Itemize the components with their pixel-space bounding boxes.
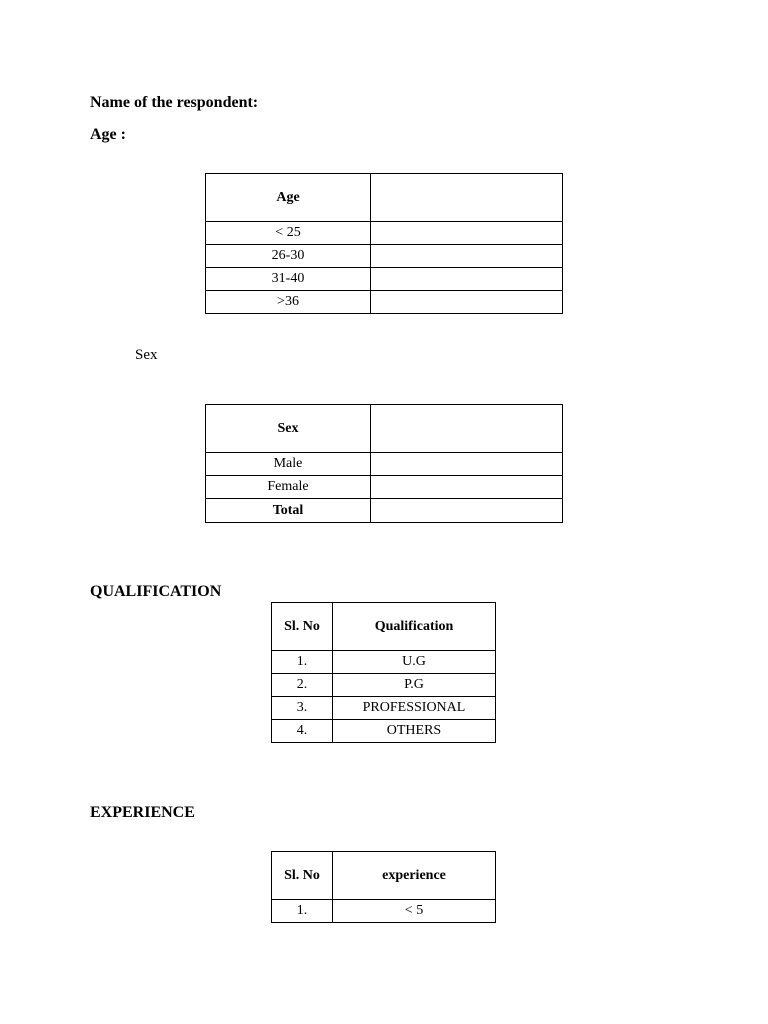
sex-label: Sex xyxy=(135,347,158,363)
qualification-header-cell: Qualification xyxy=(333,603,496,651)
qualification-cell: OTHERS xyxy=(333,720,496,743)
age-header-blank-cell xyxy=(371,174,563,222)
table-row xyxy=(272,651,496,674)
age-label: Age : xyxy=(90,126,126,143)
table-row xyxy=(272,720,496,743)
table-header-row xyxy=(206,174,563,222)
table-header-row xyxy=(272,603,496,651)
experience-cell: < 5 xyxy=(333,900,496,923)
age-value-cell xyxy=(371,222,563,245)
respondent-name-label: Name of the respondent: xyxy=(90,94,259,111)
age-value-cell xyxy=(371,245,563,268)
sex-category-cell: Female xyxy=(206,476,371,499)
sl-no-header-cell: Sl. No xyxy=(272,603,333,651)
experience-table xyxy=(271,851,496,923)
qualification-cell: P.G xyxy=(333,674,496,697)
sex-header-cell: Sex xyxy=(206,405,371,453)
age-value-cell xyxy=(371,291,563,314)
qualification-cell: U.G xyxy=(333,651,496,674)
sex-category-cell: Male xyxy=(206,453,371,476)
qualification-table xyxy=(271,602,496,743)
sl-no-cell: 2. xyxy=(272,674,333,697)
table-row xyxy=(206,222,563,245)
table-row xyxy=(272,900,496,923)
sl-no-header-cell: Sl. No xyxy=(272,852,333,900)
table-row xyxy=(206,268,563,291)
age-range-cell: 31-40 xyxy=(206,268,371,291)
sex-table xyxy=(205,404,563,523)
table-header-row xyxy=(272,852,496,900)
qualification-cell: PROFESSIONAL xyxy=(333,697,496,720)
sl-no-cell: 4. xyxy=(272,720,333,743)
sex-total-cell: Total xyxy=(206,499,371,523)
table-row xyxy=(206,453,563,476)
qualification-heading: QUALIFICATION xyxy=(90,583,222,600)
sl-no-cell: 1. xyxy=(272,900,333,923)
sex-value-cell xyxy=(371,476,563,499)
sl-no-cell: 1. xyxy=(272,651,333,674)
sex-header-blank-cell xyxy=(371,405,563,453)
age-range-cell: 26-30 xyxy=(206,245,371,268)
table-row xyxy=(206,291,563,314)
age-value-cell xyxy=(371,268,563,291)
table-row xyxy=(272,697,496,720)
table-row xyxy=(206,476,563,499)
table-row xyxy=(272,674,496,697)
age-table xyxy=(205,173,563,314)
experience-header-cell: experience xyxy=(333,852,496,900)
table-row xyxy=(206,499,563,523)
table-row xyxy=(206,245,563,268)
age-header-cell: Age xyxy=(206,174,371,222)
experience-heading: EXPERIENCE xyxy=(90,804,195,821)
table-header-row xyxy=(206,405,563,453)
sex-total-value-cell xyxy=(371,499,563,523)
age-range-cell: >36 xyxy=(206,291,371,314)
age-range-cell: < 25 xyxy=(206,222,371,245)
sex-value-cell xyxy=(371,453,563,476)
sl-no-cell: 3. xyxy=(272,697,333,720)
